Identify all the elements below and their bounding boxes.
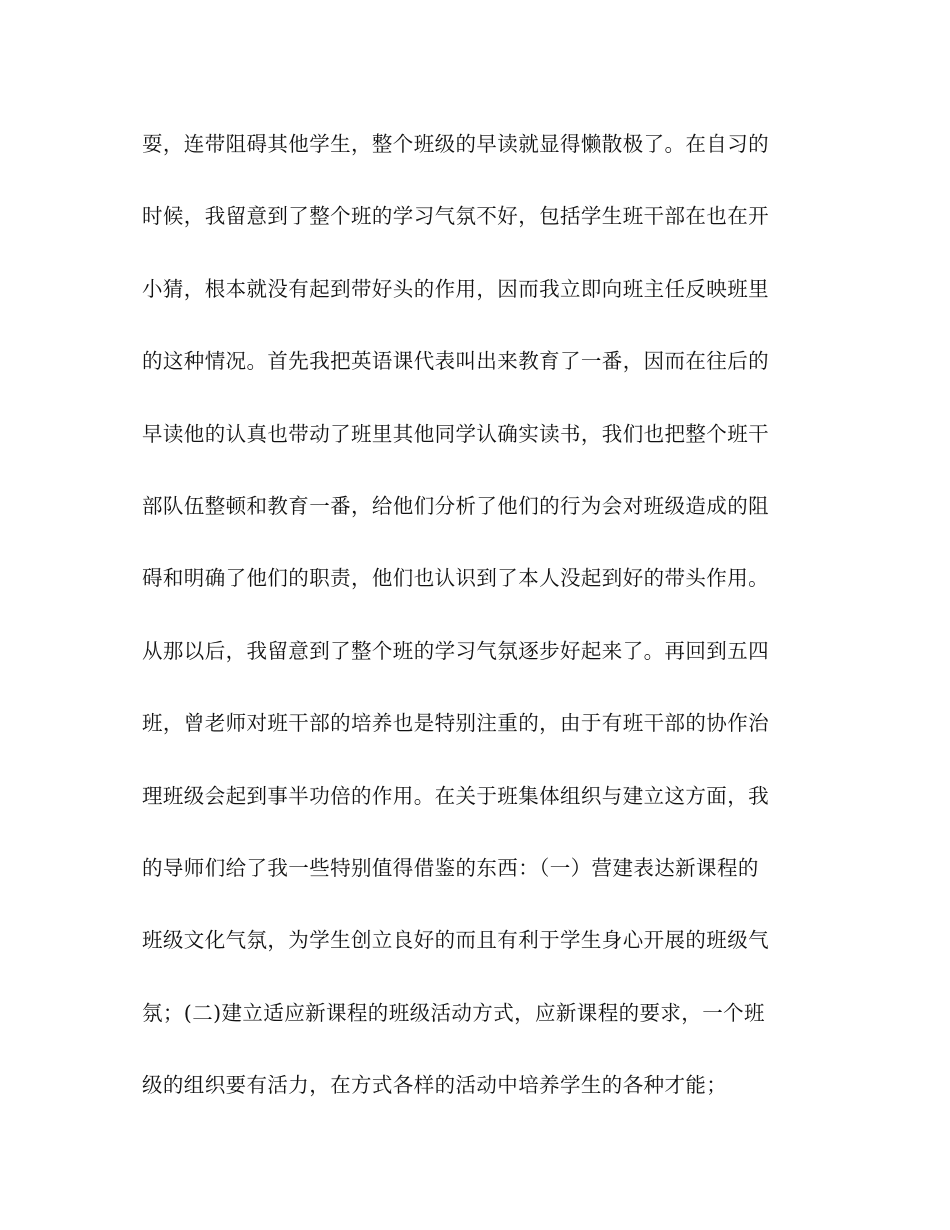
body-paragraph — [142, 123, 822, 1136]
text-line: 的这种情况。首先我把英语课代表叫出来教育了一番，因而在往后的 — [142, 349, 769, 374]
text-line: 理班级会起到事半功倍的作用。在关于班集体组织与建立这方面，我 — [142, 783, 769, 808]
text-line: 小猜，根本就没有起到带好头的作用，因而我立即向班主任反映班里 — [142, 276, 769, 301]
text-line: 从那以后，我留意到了整个班的学习气氛逐步好起来了。再回到五四 — [142, 638, 769, 663]
text-line: 时候，我留意到了整个班的学习气氛不好，包括学生班干部在也在开 — [142, 204, 769, 229]
text-line: 班，曾老师对班干部的培养也是特别注重的，由于有班干部的协作治 — [142, 711, 769, 736]
text-line: 耍，连带阻碍其他学生，整个班级的早读就显得懒散极了。在自习的 — [142, 132, 769, 156]
text-line: 碍和明确了他们的职责，他们也认识到了本人没起到好的带头作用。 — [142, 566, 769, 591]
text-line: 氛；(二)建立适应新课程的班级活动方式，应新课程的要求，一个班 — [142, 1000, 765, 1025]
text-line: 早读他的认真也带动了班里其他同学认确实读书，我们也把整个班干 — [142, 421, 769, 446]
text-line: 部队伍整顿和教育一番，给他们分析了他们的行为会对班级造成的阻 — [142, 493, 769, 518]
text-line: 级的组织要有活力，在方式各样的活动中培养学生的各种才能； — [142, 1073, 728, 1098]
text-line: 班级文化气氛，为学生创立良好的而且有利于学生身心开展的班级气 — [142, 928, 769, 953]
text-line: 的导师们给了我一些特别值得借鉴的东西：（一）营建表达新课程的 — [142, 855, 759, 880]
